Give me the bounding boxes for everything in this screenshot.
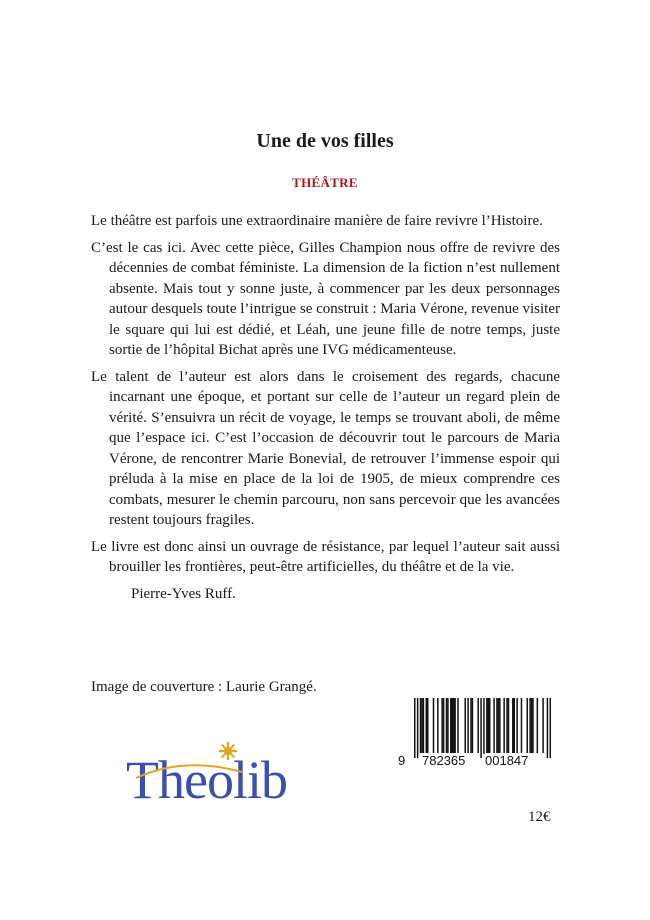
- barcode-bar: [483, 698, 484, 758]
- blurb-paragraph: Le livre est donc ainsi un ouvrage de résistance, par lequel l’auteur sait aussi brouiller les frontières, peut-être artificielles, du théâtre et de la vie.: [91, 538, 560, 575]
- barcode-bar: [467, 698, 468, 753]
- barcode-bar: [547, 698, 548, 758]
- barcode-bar: [532, 698, 533, 753]
- barcode-bar: [512, 698, 513, 753]
- barcode-bar: [433, 698, 434, 753]
- barcode-bar: [503, 698, 504, 753]
- barcode-bar: [550, 698, 551, 758]
- barcode-bar: [417, 698, 418, 758]
- barcode-bar: [521, 698, 522, 753]
- book-title: Une de vos filles: [256, 130, 394, 152]
- publisher-logo: [124, 738, 304, 818]
- barcode-bar: [451, 698, 452, 753]
- barcode-bar: [486, 698, 487, 753]
- barcode-bar: [531, 698, 532, 753]
- price: 12€: [528, 809, 551, 825]
- barcode-bar: [453, 698, 454, 753]
- barcode-bar: [489, 698, 490, 753]
- barcode-bar: [426, 698, 427, 753]
- blurb-paragraph: Le talent de l’auteur est alors dans le croisement des regards, chacune incarnant une époque, et portant sur celle de l’auteur un regard plein de vérité. S’ensuivra un récit de voyage, le temps se trouvant aboli, de même que l’espace ici. C’est l’occasion de découvrir tout le parcours de Maria Vérone, de rencontrer Marie Bonevial, de retrouver l’immense espoir qui préluda à la mise en place de la loi de 1905, de mieux comprendre ces combats, mesurer le chemin parcouru, non sans percevoir que les avancées restent toujours fragiles.: [91, 368, 560, 528]
- barcode-digit-group: 782365: [419, 754, 468, 768]
- barcode-bar: [529, 698, 530, 753]
- barcode-bar: [423, 698, 424, 753]
- barcode-bar: [493, 698, 494, 753]
- barcode-first-digit: 9: [398, 753, 406, 768]
- barcode-bar: [498, 698, 499, 753]
- barcode-bar: [427, 698, 428, 753]
- genre-label: THÉÂTRE: [292, 175, 358, 190]
- barcode-bar: [446, 698, 447, 753]
- barcode-bar: [454, 698, 455, 753]
- blurb: [91, 211, 560, 604]
- barcode-bar: [437, 698, 438, 753]
- barcode-bar: [526, 698, 527, 753]
- barcode-bar: [537, 698, 538, 753]
- theolib-logo-icon: [124, 738, 304, 818]
- barcode-bar: [420, 698, 421, 753]
- barcode-bar: [496, 698, 497, 753]
- barcode-bar: [421, 698, 422, 753]
- barcode-bar: [464, 698, 465, 753]
- barcode-bar: [506, 698, 507, 753]
- barcode-bar: [516, 698, 517, 753]
- barcode-bar: [542, 698, 543, 753]
- isbn-barcode: [398, 698, 551, 770]
- barcode-bar: [414, 698, 415, 758]
- barcode-bar: [480, 698, 481, 758]
- barcode-digit-group: 001847: [482, 754, 531, 768]
- barcode-bar: [441, 698, 442, 753]
- barcode-bar: [508, 698, 509, 753]
- barcode-bar: [488, 698, 489, 753]
- cover-image-credit: Image de couverture : Laurie Grangé.: [91, 679, 317, 695]
- logo-wordmark: Theolib: [126, 750, 287, 810]
- barcode-bar: [514, 698, 515, 753]
- blurb-paragraph: C’est le cas ici. Avec cette pièce, Gilles Champion nous offre de revivre des décennies de combat féministe. La dimension de la fiction n’est nullement absente. Mais tout y sonne juste, à commencer par les deux personnages autour desquels toute l’intrigue se construit : Maria Vérone, revenue visiter le square qui lui est dédié, et Léah, une jeune fille de notre temps, juste sortie de l’hôpital Bichat après une IVG médicamenteuse.: [91, 239, 560, 358]
- barcode-bar: [447, 698, 448, 753]
- barcode-bar: [472, 698, 473, 753]
- barcode-bar: [477, 698, 478, 753]
- barcode-bars: [414, 698, 551, 758]
- blurb-paragraph: Le théâtre est parfois une extraordinaire manière de faire revivre l’Histoire.: [91, 213, 543, 229]
- blurb-signature: Pierre-Yves Ruff.: [131, 585, 236, 602]
- barcode-bar: [499, 698, 500, 753]
- barcode-bar: [443, 698, 444, 753]
- barcode-bar: [470, 698, 471, 753]
- barcode-bar: [457, 698, 458, 753]
- barcode-bar: [450, 698, 451, 753]
